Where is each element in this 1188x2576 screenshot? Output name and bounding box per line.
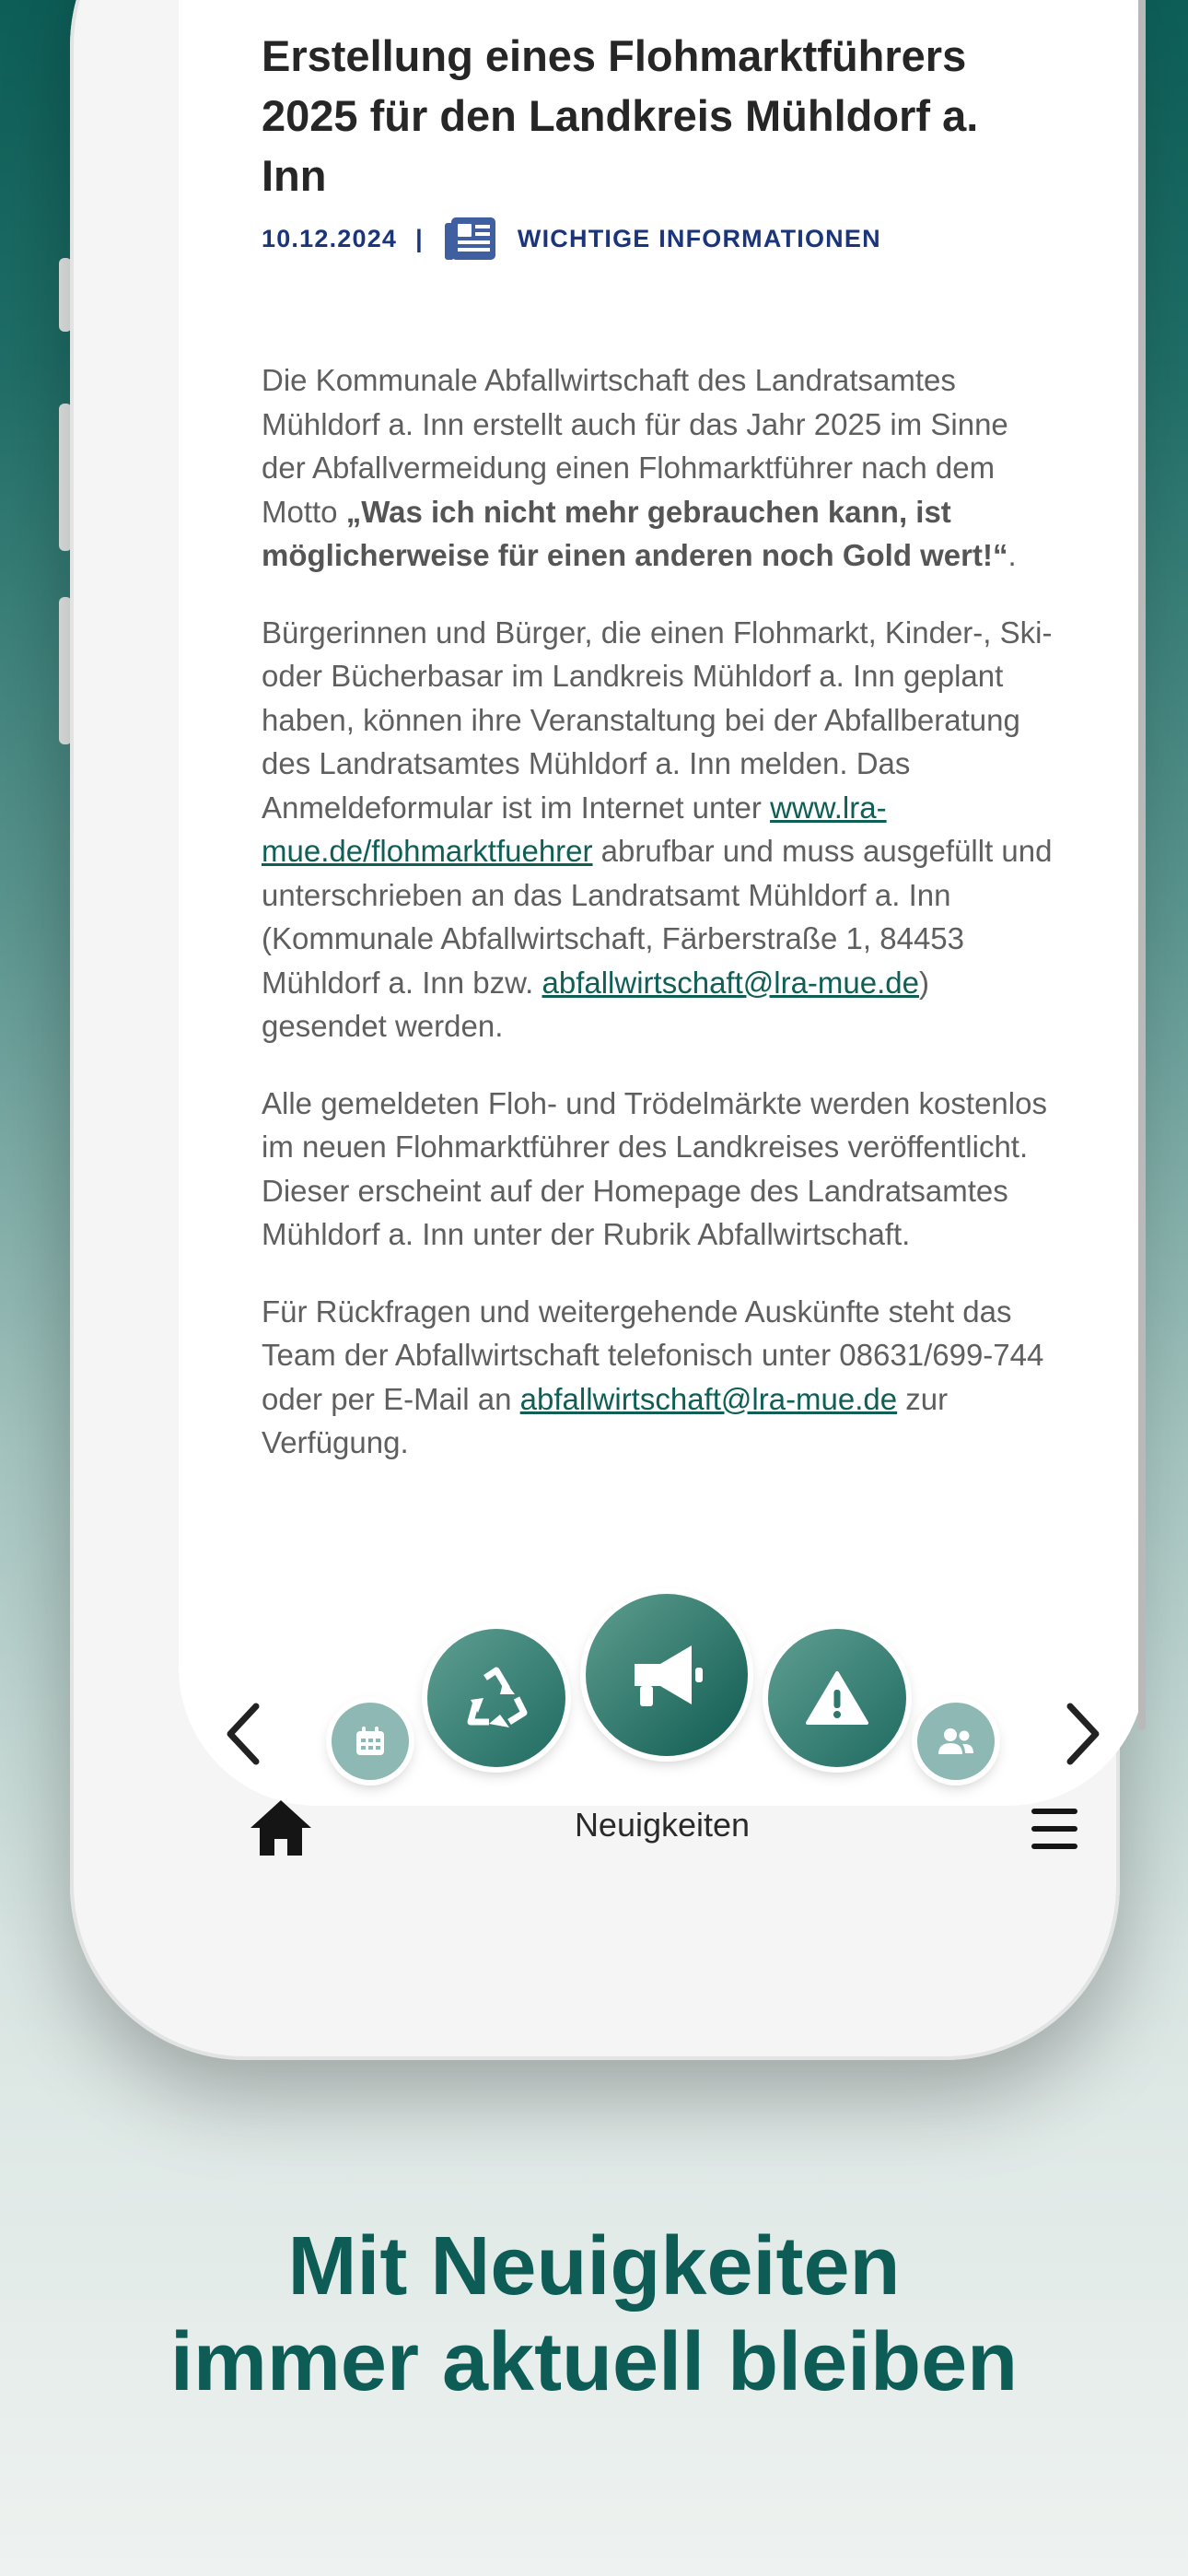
calendar-nav-button[interactable] (332, 1703, 409, 1780)
article-body (262, 358, 1054, 1465)
warning-icon (805, 1669, 869, 1727)
news-article (262, 26, 1054, 1498)
newspaper-icon (444, 216, 497, 262)
calendar-icon (355, 1726, 386, 1757)
meta-separator: | (415, 224, 424, 252)
community-nav-button[interactable] (917, 1703, 995, 1780)
chevron-left-icon[interactable] (225, 1703, 262, 1765)
hamburger-menu-icon[interactable] (1030, 1806, 1079, 1852)
warning-nav-button[interactable] (768, 1629, 906, 1767)
scrollbar[interactable] (1138, 0, 1146, 1730)
article-paragraph: Bürgerinnen und Bürger, die einen Flohmarkt, Kinder-, Ski- oder Bücherbasar im Landkreis Mühldorf a. Inn geplant haben, können ihre Veranstaltung bei der Abfallberatung des Landratsamtes Mühldorf a. Inn melden. Das Anmeldeformular ist im Internet unter www.lra-mue.de/flohmarktfuehrer abrufbar und muss ausgefüllt und unterschrieben an das Landratsamt Mühldorf a. Inn (Kommunale Abfallwirtschaft, Färberstraße 1, 84453 Mühldorf a. Inn bzw. abfallwirtschaft@lra-mue.de) gesendet werden. (262, 615, 1053, 1043)
article-category-link[interactable]: WICHTIGE INFORMATIONEN (517, 224, 881, 252)
email-link[interactable]: abfallwirtschaft@lra-mue.de (519, 1381, 898, 1416)
bottom-navigation (179, 1566, 1146, 1806)
tagline-line-2: immer aktuell bleiben (169, 2316, 1019, 2408)
recycle-nav-button[interactable] (427, 1629, 565, 1767)
phone-frame (70, 0, 1120, 2060)
article-paragraph: Für Rückfragen und weitergehende Auskünfte steht das Team der Abfallwirtschaft telefonisch unter 08631/699-744 oder per E-Mail an abfallwirtschaft@lra-mue.de zur Verfügung. (262, 1294, 1044, 1459)
email-link[interactable]: abfallwirtschaft@lra-mue.de (542, 965, 919, 1000)
article-meta (262, 211, 1054, 266)
active-nav-label: Neuigkeiten (574, 1806, 751, 1844)
article-date: 10.12.2024 (262, 224, 398, 252)
flohmarktfuehrer-link[interactable]: www.lra-mue.de/flohmarktfuehrer (262, 790, 887, 868)
promo-tagline (0, 2219, 1188, 2410)
chevron-right-icon[interactable] (1065, 1703, 1101, 1765)
motto-text: „Was ich nicht mehr gebrauchen kann, ist möglicherweise für einen anderen noch Gold wert!“ (262, 494, 1008, 572)
news-nav-button-active[interactable] (586, 1594, 748, 1756)
app-screen (179, 0, 1146, 1844)
article-paragraph: Die Kommunale Abfallwirtschaft des Landratsamtes Mühldorf a. Inn erstellt auch für das Jahr 2025 im Sinne der Abfallvermeidung einen Flohmarktführer nach dem Motto „Was ich nicht mehr gebrauchen kann, ist möglicherweise für einen anderen noch Gold wert!“. (262, 363, 1017, 572)
tagline-line-1: Mit Neuigkeiten (287, 2220, 901, 2313)
article-title: Erstellung eines Flohmarktführers 2025 für den Landkreis Mühldorf a. Inn (262, 31, 979, 200)
article-paragraph: Alle gemeldeten Floh- und Trödelmärkte werden kostenlos im neuen Flohmarktführer des Landkreises veröffentlicht. Dieser erscheint auf der Homepage des Landratsamtes Mühldorf a. Inn unter der Rubrik Abfallwirtschaft. (262, 1085, 1047, 1251)
people-icon (937, 1727, 975, 1756)
recycle-icon (463, 1667, 530, 1729)
megaphone-icon (627, 1638, 706, 1712)
